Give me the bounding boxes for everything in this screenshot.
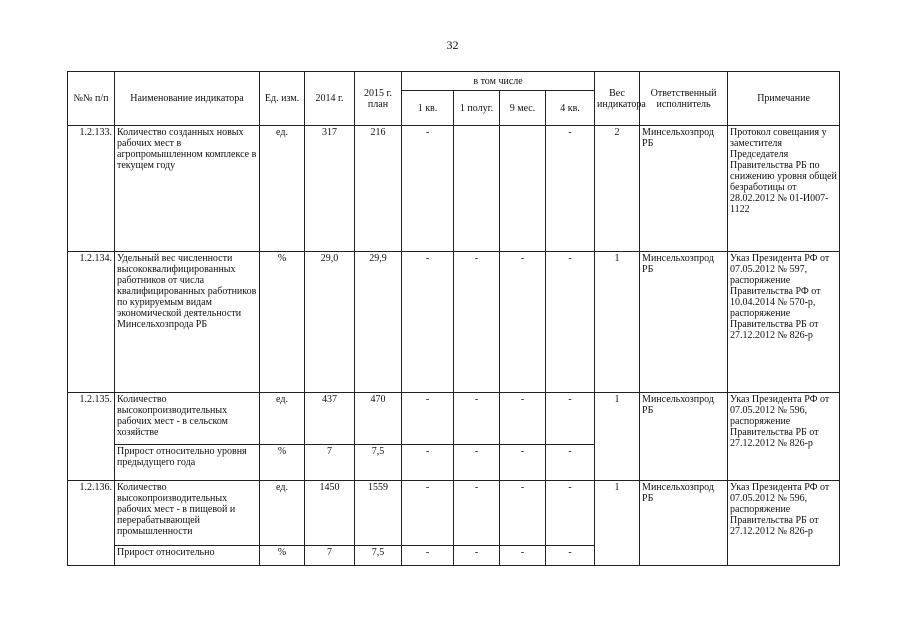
row-q4: -	[546, 393, 595, 445]
subrow-9m: -	[500, 445, 546, 481]
row-2015: 470	[355, 393, 402, 445]
row-num: 1.2.135.	[68, 393, 115, 481]
row-q1: -	[402, 393, 454, 445]
subrow-q1: -	[402, 546, 454, 566]
row-2015: 29,9	[355, 252, 402, 393]
row-name: Количество высокопроизводительных рабочих мест - в сельском хозяйстве	[115, 393, 260, 445]
subrow-q1: -	[402, 445, 454, 481]
subrow-q4: -	[546, 445, 595, 481]
page-number: 32	[446, 38, 459, 52]
header-note: Примечание	[728, 72, 840, 126]
header-half1: 1 полуг.	[454, 91, 500, 126]
subrow-q4: -	[546, 546, 595, 566]
row-unit: ед.	[260, 126, 305, 252]
row-note: Указ Президента РФ от 07.05.2012 № 597, распоряжение Правительства РФ от 10.04.2014 № 570-р, распоряжение Правительства РБ от 27.12.2012 № 826-р	[728, 252, 840, 393]
row-9m: -	[500, 481, 546, 546]
row-unit: ед.	[260, 393, 305, 445]
table-row	[68, 393, 840, 445]
header-including: в том числе	[402, 72, 595, 91]
header-9m: 9 мес.	[500, 91, 546, 126]
row-num: 1.2.136.	[68, 481, 115, 566]
subrow-half1: -	[454, 546, 500, 566]
subrow-unit: %	[260, 445, 305, 481]
row-2014: 1450	[305, 481, 355, 546]
header-num: №№ п/п	[68, 72, 115, 126]
row-9m: -	[500, 393, 546, 445]
row-half1: -	[454, 252, 500, 393]
row-responsible: Минсельхозпрод РБ	[640, 481, 728, 566]
row-q4: -	[546, 252, 595, 393]
row-unit: %	[260, 252, 305, 393]
header-responsible: Ответственный исполнитель	[640, 72, 728, 126]
row-2015: 1559	[355, 481, 402, 546]
row-q4: -	[546, 126, 595, 252]
row-q1: -	[402, 481, 454, 546]
row-weight: 1	[595, 252, 640, 393]
subrow-half1: -	[454, 445, 500, 481]
row-responsible: Минсельхозпрод РБ	[640, 393, 728, 481]
indicators-table	[67, 71, 840, 566]
table-row	[68, 252, 840, 393]
row-weight: 1	[595, 481, 640, 566]
header-name: Наименование индикатора	[115, 72, 260, 126]
row-note: Указ Президента РФ от 07.05.2012 № 596, распоряжение Правительства РБ от 27.12.2012 № 826-р	[728, 481, 840, 566]
row-2014: 317	[305, 126, 355, 252]
subrow-name: Прирост относительно уровня предыдущего года	[115, 445, 260, 481]
subrow-2014: 7	[305, 546, 355, 566]
header-unit: Ед. изм.	[260, 72, 305, 126]
header-q4: 4 кв.	[546, 91, 595, 126]
row-9m: -	[500, 252, 546, 393]
subrow-name: Прирост относительно	[115, 546, 260, 566]
row-weight: 1	[595, 393, 640, 481]
header-2015: 2015 г. план	[355, 72, 402, 126]
row-half1: -	[454, 393, 500, 445]
row-responsible: Минсельхозпрод РБ	[640, 126, 728, 252]
row-name: Количество созданных новых рабочих мест в агропромышленном комплексе в текущем году	[115, 126, 260, 252]
row-2014: 437	[305, 393, 355, 445]
row-half1: -	[454, 481, 500, 546]
table-row	[68, 481, 840, 546]
row-num: 1.2.134.	[68, 252, 115, 393]
row-9m	[500, 126, 546, 252]
table-row	[68, 126, 840, 252]
subrow-2015: 7,5	[355, 445, 402, 481]
subrow-unit: %	[260, 546, 305, 566]
row-weight: 2	[595, 126, 640, 252]
row-num: 1.2.133.	[68, 126, 115, 252]
row-note: Протокол совещания у заместителя Председателя Правительства РБ по снижению уровня общей безработицы от 28.02.2012 № 01-И007-1122	[728, 126, 840, 252]
subrow-2015: 7,5	[355, 546, 402, 566]
subrow-2014: 7	[305, 445, 355, 481]
subrow-9m: -	[500, 546, 546, 566]
row-q4: -	[546, 481, 595, 546]
row-q1: -	[402, 126, 454, 252]
row-responsible: Минсельхозпрод РБ	[640, 252, 728, 393]
row-q1: -	[402, 252, 454, 393]
row-half1	[454, 126, 500, 252]
row-name: Количество высокопроизводительных рабочих мест - в пищевой и перерабатывающей промышленности	[115, 481, 260, 546]
row-unit: ед.	[260, 481, 305, 546]
row-2014: 29,0	[305, 252, 355, 393]
row-note: Указ Президента РФ от 07.05.2012 № 596, распоряжение Правительства РБ от 27.12.2012 № 826-р	[728, 393, 840, 481]
header-weight: Вес индикатора	[595, 72, 640, 126]
header-q1: 1 кв.	[402, 91, 454, 126]
header-2014: 2014 г.	[305, 72, 355, 126]
row-2015: 216	[355, 126, 402, 252]
row-name: Удельный вес численности высококвалифицированных работников от числа квалифицированных работников по курируемым видам экономической деятельности Минсельхозпрода РБ	[115, 252, 260, 393]
